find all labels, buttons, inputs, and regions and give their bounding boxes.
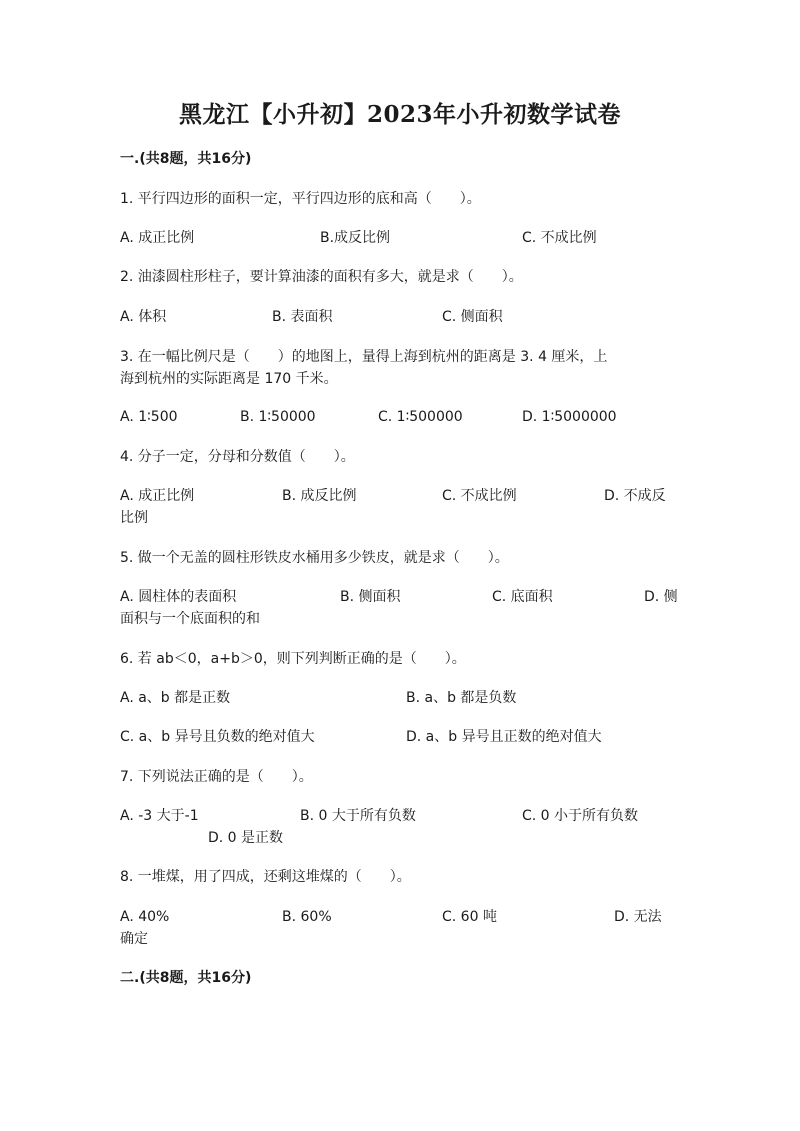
question-3-line-1: 3. 在一幅比例尺是（ ）的地图上，量得上海到杭州的距离是 3. 4 厘米，上 (120, 349, 608, 365)
page-title: 黑龙江【小升初】2023年小升初数学试卷 (178, 101, 621, 128)
question-7: 7. 下列说法正确的是（ ）。 (120, 769, 313, 785)
question-8-option-c: C. 60 吨 (442, 909, 497, 925)
question-6-option-d: D. a、b 异号且正数的绝对值大 (406, 729, 602, 745)
question-3-option-c: C. 1∶500000 (378, 409, 463, 425)
question-8-option-b: B. 60% (282, 909, 332, 925)
question-2-option-b: B. 表面积 (272, 309, 333, 325)
question-8-option-d: D. 无法 (614, 909, 662, 925)
question-3-option-b: B. 1∶50000 (240, 409, 316, 425)
question-2: 2. 油漆圆柱形柱子，要计算油漆的面积有多大，就是求（ ）。 (120, 269, 523, 285)
question-7-option-a: A. -3 大于-1 (120, 808, 199, 824)
question-5: 5. 做一个无盖的圆柱形铁皮水桶用多少铁皮，就是求（ ）。 (120, 550, 509, 566)
question-5-option-d-wrap: 面积与一个底面积的和 (120, 611, 260, 627)
section-heading-1: 一.(共8题，共16分) (120, 151, 252, 167)
question-7-option-c: C. 0 小于所有负数 (522, 808, 639, 824)
question-8-option-a: A. 40% (120, 909, 170, 925)
question-4-option-a: A. 成正比例 (120, 488, 195, 504)
question-1: 1. 平行四边形的面积一定，平行四边形的底和高（ ）。 (120, 191, 481, 207)
question-1-option-c: C. 不成比例 (522, 230, 597, 246)
question-6-option-a: A. a、b 都是正数 (120, 690, 231, 706)
question-5-option-c: C. 底面积 (492, 589, 553, 605)
question-8-option-d-wrap: 确定 (120, 931, 148, 947)
question-5-option-d: D. 侧 (644, 589, 678, 605)
question-6-option-b: B. a、b 都是负数 (406, 690, 517, 706)
question-4-option-d: D. 不成反 (604, 488, 666, 504)
question-4-option-d-wrap: 比例 (120, 510, 148, 526)
question-4-option-b: B. 成反比例 (282, 488, 357, 504)
question-7-option-d: D. 0 是正数 (208, 830, 284, 846)
question-4-option-c: C. 不成比例 (442, 488, 517, 504)
question-3-option-a: A. 1∶500 (120, 409, 178, 425)
question-1-option-b: B.成反比例 (320, 230, 391, 246)
question-3-line-2: 海到杭州的实际距离是 170 千米。 (120, 371, 338, 387)
question-6: 6. 若 ab＜0，a+b＞0，则下列判断正确的是（ ）。 (120, 651, 466, 667)
question-8: 8. 一堆煤，用了四成，还剩这堆煤的（ ）。 (120, 869, 411, 885)
question-5-option-b: B. 侧面积 (340, 589, 401, 605)
question-6-option-c: C. a、b 异号且负数的绝对值大 (120, 729, 315, 745)
question-4: 4. 分子一定，分母和分数值（ ）。 (120, 449, 355, 465)
question-2-option-c: C. 侧面积 (442, 309, 503, 325)
question-1-option-a: A. 成正比例 (120, 230, 195, 246)
question-7-option-b: B. 0 大于所有负数 (300, 808, 416, 824)
question-2-option-a: A. 体积 (120, 309, 167, 325)
question-5-option-a: A. 圆柱体的表面积 (120, 589, 237, 605)
section-heading-2: 二.(共8题，共16分) (120, 970, 252, 986)
question-3-option-d: D. 1∶5000000 (522, 409, 617, 425)
